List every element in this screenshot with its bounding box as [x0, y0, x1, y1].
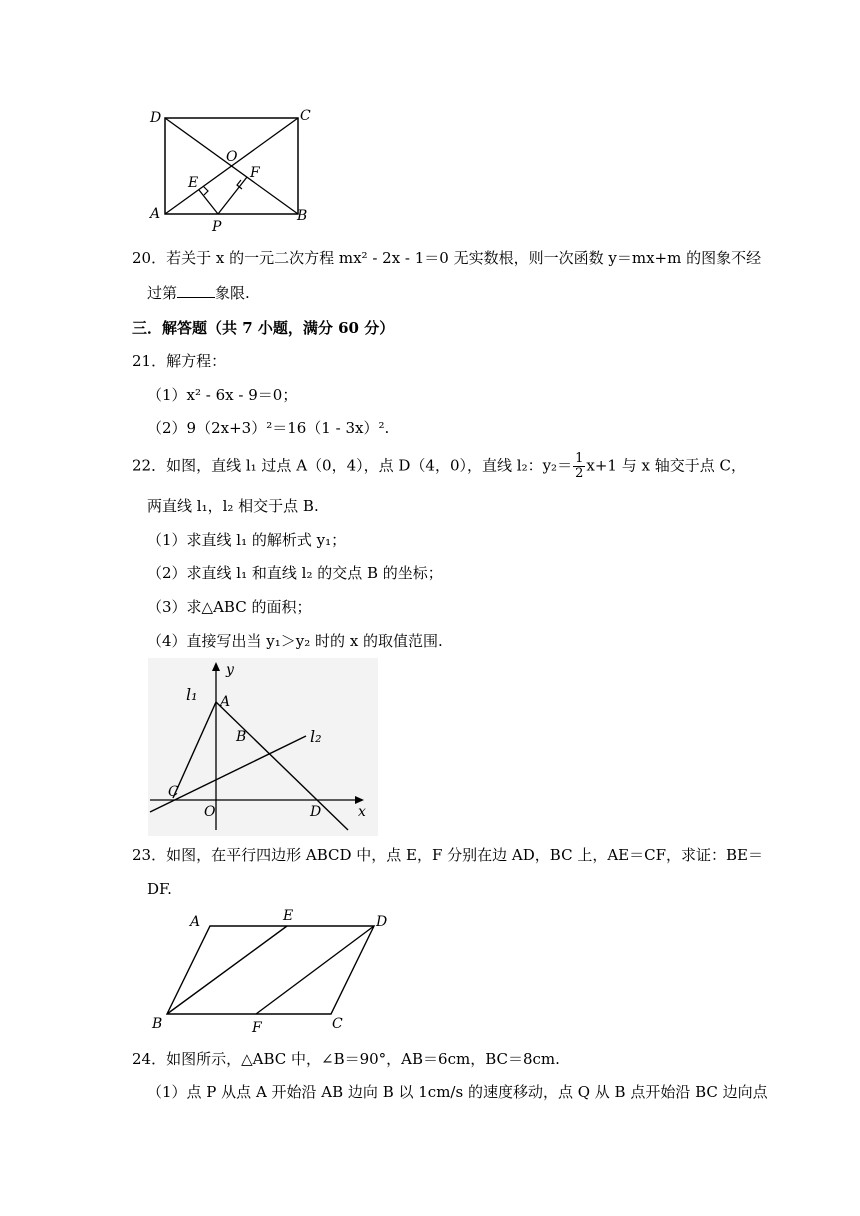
label-A: A: [150, 206, 161, 222]
label-D: D: [310, 804, 322, 820]
label-E: E: [283, 908, 294, 924]
graph-diagram: [148, 658, 378, 836]
label-x: x: [358, 804, 366, 820]
q20-blank: [177, 283, 215, 298]
label-P: P: [212, 219, 222, 235]
label-l2: l₂: [310, 727, 322, 746]
q22-line1-a: 22．如图，直线 l₁ 过点 A（0，4），点 D（4，0），直线 l₂：y₂＝: [132, 456, 573, 475]
parallelogram-diagram: [148, 904, 393, 1034]
q21-part1: （1）x² - 6x - 9＝0；: [147, 386, 298, 404]
q20-line2: [147, 283, 250, 303]
rectangle-diagram: [140, 100, 320, 238]
q22-part1: （1）求直线 l₁ 的解析式 y₁；: [147, 531, 347, 549]
q20-line1: 20．若关于 x 的一元二次方程 mx² - 2x - 1＝0 无实数根，则一次函数 y＝mx+m 的图象不经: [132, 249, 762, 267]
rectangle-figure: [140, 100, 320, 238]
q22-part3: （3）求△ABC 的面积；: [147, 598, 312, 616]
label-C: C: [168, 784, 179, 800]
label-D: D: [376, 914, 388, 930]
label-B: B: [236, 729, 247, 745]
q23-line2: DF.: [147, 880, 172, 898]
section3-title: 三．解答题（共 7 小题，满分 60 分）: [132, 319, 395, 337]
q20-line2-b: 象限.: [215, 284, 250, 302]
label-F: F: [252, 1020, 262, 1034]
q23-line1: 23．如图，在平行四边形 ABCD 中，点 E，F 分别在边 AD，BC 上，AE＝CF，求证：BE＝: [132, 846, 763, 864]
q22-part2: （2）求直线 l₁ 和直线 l₂ 的交点 B 的坐标；: [147, 564, 443, 582]
q21-part2: （2）9（2x+3）²＝16（1 - 3x）².: [147, 419, 390, 437]
q22-line2: 两直线 l₁，l₂ 相交于点 B.: [147, 497, 319, 515]
label-B: B: [152, 1016, 163, 1032]
label-A: A: [220, 694, 231, 710]
label-C: C: [332, 1016, 343, 1032]
label-F: F: [250, 165, 260, 181]
label-C: C: [300, 108, 311, 124]
label-O: O: [226, 149, 238, 165]
label-E: E: [188, 175, 199, 191]
label-l1: l₁: [186, 685, 198, 704]
q22-line1-b: x+1 与 x 轴交于点 C，: [586, 456, 746, 475]
frac-denominator: 2: [575, 466, 584, 481]
parallelogram-figure: [148, 904, 393, 1034]
q22-fraction: [573, 452, 585, 481]
q22-part4: （4）直接写出当 y₁＞y₂ 时的 x 的取值范围.: [147, 632, 443, 650]
label-A: A: [190, 914, 201, 930]
graph-figure: [148, 658, 378, 836]
q22-line1: [132, 452, 746, 481]
label-D: D: [150, 110, 162, 126]
q24-line1: 24．如图所示，△ABC 中，∠B＝90°，AB＝6cm，BC＝8cm.: [132, 1050, 560, 1068]
q24-part1: （1）点 P 从点 A 开始沿 AB 边向 B 以 1cm/s 的速度移动，点 Q 从 B 点开始沿 BC 边向点: [147, 1083, 768, 1101]
label-y: y: [226, 662, 234, 678]
q21-stem: 21．解方程：: [132, 352, 227, 370]
label-O: O: [204, 804, 216, 820]
label-B: B: [297, 208, 308, 224]
frac-numerator: 1: [575, 451, 584, 466]
q20-line2-a: 过第: [147, 284, 178, 302]
